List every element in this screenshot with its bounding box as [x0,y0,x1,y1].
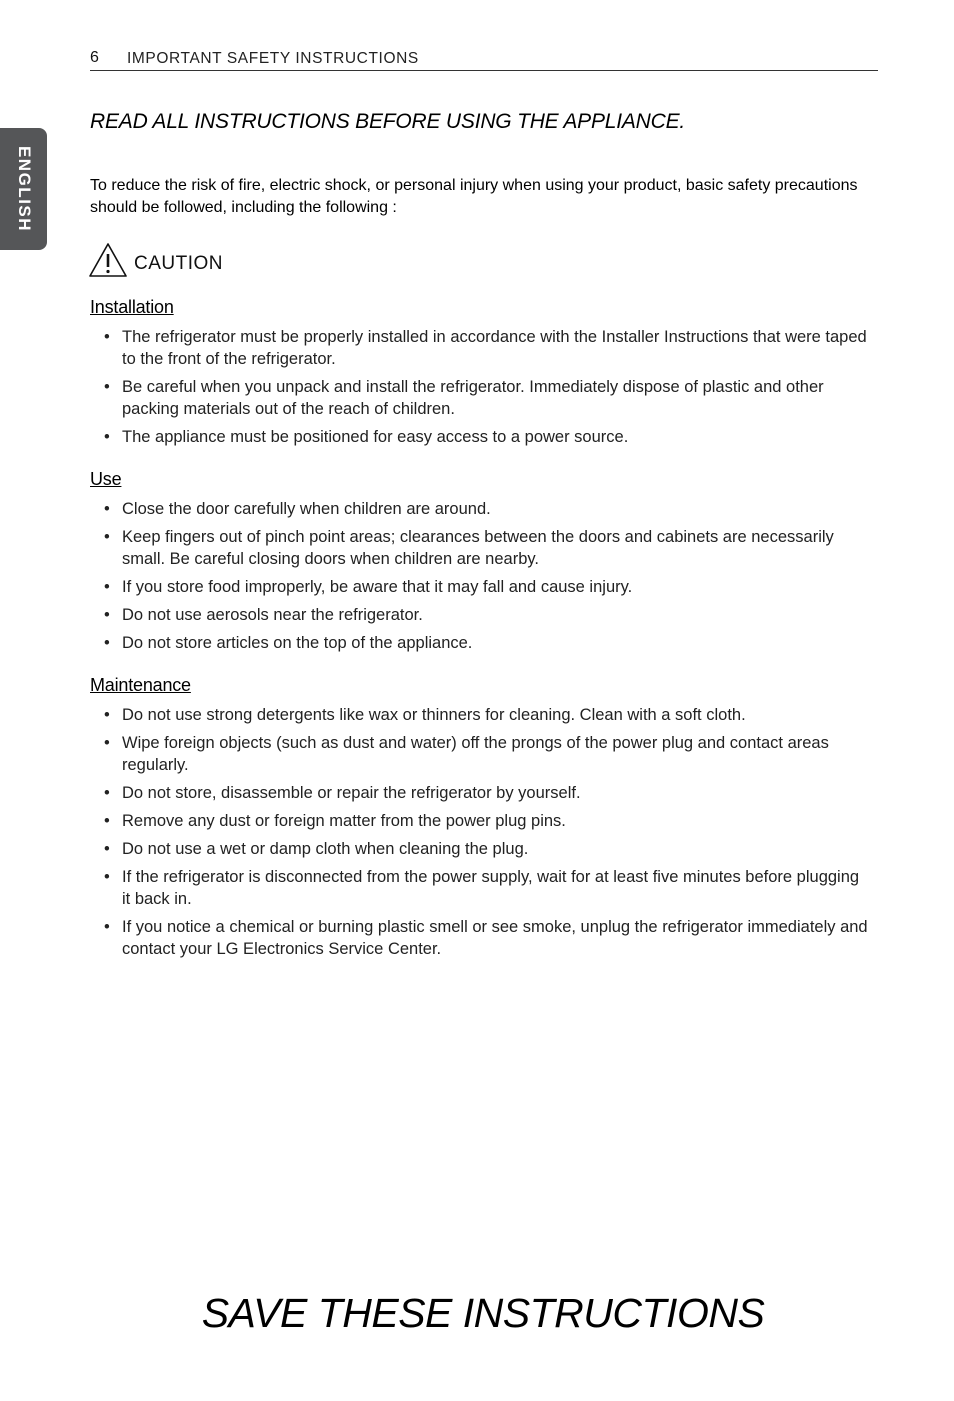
installation-section [90,294,870,448]
use-heading: Use [90,469,122,489]
list-item: • Do not use a wet or damp cloth when cleaning the plug. [90,838,870,860]
list-item: • Be careful when you unpack and install the refrigerator. Immediately dispose of plastic and other packing materials out of the reach of children. [90,376,870,420]
warning-triangle-icon [88,242,128,278]
list-item: • The appliance must be positioned for easy access to a power source. [90,426,870,448]
list-item: • The refrigerator must be properly installed in accordance with the Installer Instructions that were taped to the front of the refrigerator. [90,326,870,370]
caution-label: CAUTION [134,253,223,274]
section-title: IMPORTANT SAFETY INSTRUCTIONS [127,50,419,67]
maintenance-list [90,704,870,960]
list-item: • Keep fingers out of pinch point areas; clearances between the doors and cabinets are necessarily small. Be careful closing doors when children are nearby. [90,526,870,570]
instructions-content [90,294,870,978]
use-list [90,498,870,654]
maintenance-section [90,672,870,960]
list-item: • Do not store articles on the top of the appliance. [90,632,870,654]
maintenance-heading: Maintenance [90,675,191,695]
list-item: • If the refrigerator is disconnected from the power supply, wait for at least five minutes before plugging it back in. [90,866,870,910]
list-item: • Do not use aerosols near the refrigerator. [90,604,870,626]
language-tab-label: ENGLISH [15,145,34,233]
save-instructions-footer: SAVE THESE INSTRUCTIONS [201,1290,765,1336]
list-item: • Close the door carefully when children are around. [90,498,870,520]
language-tab [0,128,47,250]
list-item: • If you notice a chemical or burning plastic smell or see smoke, unplug the refrigerator immediately and contact your LG Electronics Service Center. [90,916,870,960]
installation-heading: Installation [90,297,174,317]
intro-paragraph: To reduce the risk of fire, electric shock, or personal injury when using your product, basic safety precautions should be followed, including the following : [90,177,858,216]
list-item: • Do not store, disassemble or repair the refrigerator by yourself. [90,782,870,804]
page-number: 6 [90,49,99,66]
installation-list [90,326,870,448]
list-item: • Remove any dust or foreign matter from the power plug pins. [90,810,870,832]
list-item: • Wipe foreign objects (such as dust and water) off the prongs of the power plug and contact areas regularly. [90,732,870,776]
read-all-heading: READ ALL INSTRUCTIONS BEFORE USING THE APPLIANCE. [90,110,686,133]
list-item: • If you store food improperly, be aware that it may fall and cause injury. [90,576,870,598]
page-header [90,48,878,71]
use-section [90,466,870,654]
list-item: • Do not use strong detergents like wax or thinners for cleaning. Clean with a soft cloth. [90,704,870,726]
